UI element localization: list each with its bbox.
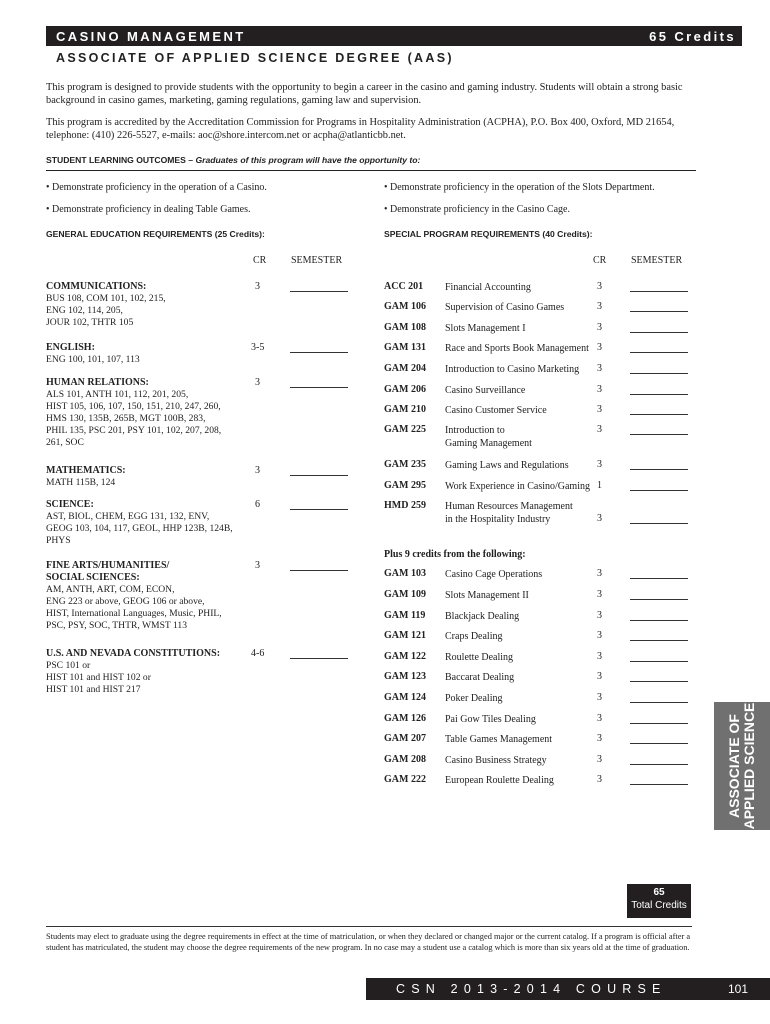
course-credits: 1 bbox=[597, 480, 602, 491]
ge-semester-column-header: SEMESTER bbox=[291, 255, 343, 266]
course-name: Race and Sports Book Management bbox=[445, 343, 589, 354]
course-row bbox=[384, 322, 694, 336]
course-code: GAM 126 bbox=[384, 713, 426, 724]
ge-cr-value: 6 bbox=[255, 499, 260, 510]
outcome-item: • Demonstrate proficiency in dealing Table Games. bbox=[46, 204, 251, 215]
course-code: ACC 201 bbox=[384, 281, 424, 292]
semester-blank bbox=[630, 352, 688, 353]
course-credits: 3 bbox=[597, 774, 602, 785]
course-row bbox=[384, 500, 694, 528]
semester-blank bbox=[630, 490, 688, 491]
ge-cr-value: 3 bbox=[255, 465, 260, 476]
catalog-footer-bar bbox=[366, 978, 770, 1018]
course-name: Pai Gow Tiles Dealing bbox=[445, 714, 536, 725]
program-credits: 65 Credits bbox=[649, 28, 736, 44]
course-name: Craps Dealing bbox=[445, 631, 503, 642]
course-name: Roulette Dealing bbox=[445, 652, 514, 663]
ge-cr-value: 3-5 bbox=[251, 342, 265, 353]
ge-block-english: ENGLISH: ENG 100, 101, 107, 113 3-5 bbox=[46, 342, 356, 366]
ge-block-fine-arts: FINE ARTS/HUMANITIES/ SOCIAL SCIENCES: AM, ANTH, ART, COM, ECON, ENG 223 or above, GEOG 106 or above, HIST, International Languages, Music, PHIL, PSC, PSY, SOC, THTR, WMST 113 3 bbox=[46, 560, 356, 632]
page-number: 101 bbox=[727, 982, 748, 996]
semester-blank bbox=[630, 332, 688, 333]
special-cr-column-header: CR bbox=[593, 255, 607, 266]
ge-cr-value: 3 bbox=[255, 560, 260, 571]
elective-row bbox=[384, 774, 694, 788]
course-credits: 3 bbox=[597, 733, 602, 744]
course-row bbox=[384, 424, 694, 452]
course-credits: 3 bbox=[597, 568, 602, 579]
outcomes-heading bbox=[46, 155, 420, 165]
elective-row bbox=[384, 610, 694, 624]
elective-row bbox=[384, 733, 694, 747]
ge-block-communications: COMMUNICATIONS: BUS 108, COM 101, 102, 215, ENG 102, 114, 205, JOUR 102, THTR 105 3 bbox=[46, 281, 356, 329]
course-row bbox=[384, 281, 694, 295]
semester-blank bbox=[630, 523, 688, 524]
course-code: GAM 225 bbox=[384, 424, 426, 435]
semester-blank bbox=[630, 578, 688, 579]
course-code: GAM 295 bbox=[384, 480, 426, 491]
course-row bbox=[384, 459, 694, 473]
semester-blank bbox=[290, 291, 348, 292]
program-header-bar bbox=[46, 26, 742, 46]
course-credits: 3 bbox=[597, 301, 602, 312]
program-title: CASINO MANAGEMENT bbox=[56, 28, 246, 44]
course-code: GAM 103 bbox=[384, 568, 426, 579]
semester-blank bbox=[290, 658, 348, 659]
intro-paragraph: This program is designed to provide students with the opportunity to begin a career in the casino and gaming industry. Students will obtain a strong basic background in casino games, marketing, gaming regulations, gaming law and supervision. bbox=[46, 82, 683, 106]
footnote-rule bbox=[46, 926, 692, 927]
course-row bbox=[384, 384, 694, 398]
elective-row bbox=[384, 671, 694, 685]
course-credits: 3 bbox=[597, 363, 602, 374]
ge-block-human-relations: HUMAN RELATIONS: ALS 101, ANTH 101, 112, 201, 205, HIST 105, 106, 107, 150, 151, 210, 247, 260, HMS 130, 135B, 265B, MGT 100B, 283, PHIL 135, PSC 201, PSY 101, 102, 207, 208, 261, SOC 3 bbox=[46, 377, 356, 449]
course-credits: 3 bbox=[597, 342, 602, 353]
course-code: GAM 124 bbox=[384, 692, 426, 703]
course-credits: 3 bbox=[597, 459, 602, 470]
course-credits: 3 bbox=[597, 713, 602, 724]
semester-blank bbox=[630, 640, 688, 641]
outcomes-heading-bold: STUDENT LEARNING OUTCOMES – bbox=[46, 155, 196, 165]
semester-blank bbox=[630, 373, 688, 374]
semester-blank bbox=[290, 387, 348, 388]
course-name: Casino Business Strategy bbox=[445, 755, 547, 766]
course-credits: 3 bbox=[597, 281, 602, 292]
course-code: GAM 206 bbox=[384, 384, 426, 395]
course-row bbox=[384, 301, 694, 315]
elective-row bbox=[384, 630, 694, 644]
outcome-item: • Demonstrate proficiency in the operation of the Slots Department. bbox=[384, 182, 655, 193]
outcome-item: • Demonstrate proficiency in the operation of a Casino. bbox=[46, 182, 267, 193]
course-name: Baccarat Dealing bbox=[445, 672, 515, 683]
course-name: Blackjack Dealing bbox=[445, 611, 520, 622]
course-name: Introduction to Casino Marketing bbox=[445, 364, 580, 375]
semester-blank bbox=[290, 475, 348, 476]
course-name: Financial Accounting bbox=[445, 282, 531, 293]
semester-blank bbox=[630, 599, 688, 600]
semester-blank bbox=[630, 311, 688, 312]
ge-cr-value: 3 bbox=[255, 377, 260, 388]
course-credits: 3 bbox=[597, 513, 602, 524]
catalog-footnote: Students may elect to graduate using the degree requirements in effect at the time of matriculation, or when they declared or changed major or the current catalog. If a program is official after a student has matriculated, the student may choose the degree requirements of the new program. In no case may a student use a catalog which is more than six years old at the time of graduation. bbox=[46, 932, 691, 952]
semester-blank bbox=[290, 570, 348, 571]
semester-blank bbox=[290, 352, 348, 353]
elective-row bbox=[384, 589, 694, 603]
course-name: Casino Surveillance bbox=[445, 385, 526, 396]
semester-blank bbox=[630, 291, 688, 292]
course-name: Supervision of Casino Games bbox=[445, 302, 565, 313]
ge-cr-value: 3 bbox=[255, 281, 260, 292]
semester-blank bbox=[630, 394, 688, 395]
ge-block-constitutions: U.S. AND NEVADA CONSTITUTIONS: PSC 101 or HIST 101 and HIST 102 or HIST 101 and HIST 217 4-6 bbox=[46, 648, 356, 696]
special-semester-column-header: SEMESTER bbox=[631, 255, 683, 266]
outcomes-heading-italic: Graduates of this program will have the opportunity to: bbox=[195, 155, 421, 165]
course-row bbox=[384, 404, 694, 418]
semester-blank bbox=[630, 764, 688, 765]
electives-heading: Plus 9 credits from the following: bbox=[384, 549, 526, 560]
elective-row bbox=[384, 713, 694, 727]
course-code: GAM 235 bbox=[384, 459, 426, 470]
semester-blank bbox=[290, 509, 348, 510]
course-credits: 3 bbox=[597, 424, 602, 435]
course-code: HMD 259 bbox=[384, 500, 426, 511]
course-credits: 3 bbox=[597, 322, 602, 333]
course-name: Table Games Management bbox=[445, 734, 553, 745]
course-code: GAM 131 bbox=[384, 342, 426, 353]
semester-blank bbox=[630, 661, 688, 662]
course-credits: 3 bbox=[597, 404, 602, 415]
course-credits: 3 bbox=[597, 589, 602, 600]
semester-blank bbox=[630, 414, 688, 415]
semester-blank bbox=[630, 469, 688, 470]
course-name: Casino Cage Operations bbox=[445, 569, 543, 580]
course-code: GAM 204 bbox=[384, 363, 426, 374]
outcome-item: • Demonstrate proficiency in the Casino Cage. bbox=[384, 204, 570, 215]
ge-cr-value: 4-6 bbox=[251, 648, 265, 659]
course-code: GAM 210 bbox=[384, 404, 426, 415]
course-credits: 3 bbox=[597, 384, 602, 395]
semester-blank bbox=[630, 681, 688, 682]
course-code: GAM 109 bbox=[384, 589, 426, 600]
course-credits: 3 bbox=[597, 692, 602, 703]
general-education-heading: GENERAL EDUCATION REQUIREMENTS (25 Credits): bbox=[46, 229, 265, 239]
course-name: Slots Management II bbox=[445, 590, 529, 601]
course-credits: 3 bbox=[597, 754, 602, 765]
outcomes-rule bbox=[46, 170, 696, 171]
degree-title: ASSOCIATE OF APPLIED SCIENCE DEGREE (AAS) bbox=[56, 51, 454, 65]
total-credits-box bbox=[627, 884, 691, 918]
semester-blank bbox=[630, 434, 688, 435]
semester-blank bbox=[630, 702, 688, 703]
elective-row bbox=[384, 651, 694, 665]
course-name: European Roulette Dealing bbox=[445, 775, 554, 786]
semester-blank bbox=[630, 784, 688, 785]
course-name: Introduction to Gaming Management bbox=[445, 425, 532, 449]
semester-blank bbox=[630, 743, 688, 744]
course-code: GAM 207 bbox=[384, 733, 426, 744]
course-code: GAM 208 bbox=[384, 754, 426, 765]
course-credits: 3 bbox=[597, 651, 602, 662]
side-tab-label: ASSOCIATE OF APPLIED SCIENCE bbox=[726, 702, 757, 830]
special-requirements-heading: SPECIAL PROGRAM REQUIREMENTS (40 Credits): bbox=[384, 229, 593, 239]
ge-cr-column-header: CR bbox=[253, 255, 267, 266]
course-code: GAM 119 bbox=[384, 610, 426, 621]
course-credits: 3 bbox=[597, 671, 602, 682]
course-code: GAM 108 bbox=[384, 322, 426, 333]
course-row bbox=[384, 480, 694, 494]
course-code: GAM 123 bbox=[384, 671, 426, 682]
semester-blank bbox=[630, 723, 688, 724]
course-credits: 3 bbox=[597, 610, 602, 621]
ge-block-mathematics: MATHEMATICS: MATH 115B, 124 3 bbox=[46, 465, 356, 489]
total-credits-label: Total Credits bbox=[631, 900, 687, 911]
elective-row bbox=[384, 692, 694, 706]
accreditation-paragraph: This program is accredited by the Accreditation Commission for Programs in Hospitality Administration (ACPHA), P.O. Box 400, Oxford, MD 21654, telephone: (410) 226-5527, e-mails: aoc@shore.intercom.net or acpha@atlanticbb.net. bbox=[46, 117, 675, 141]
catalog-title: CSN 2013-2014 COURSE CATALOG bbox=[396, 982, 667, 1018]
course-name: Casino Customer Service bbox=[445, 405, 547, 416]
course-name: Slots Management I bbox=[445, 323, 526, 334]
course-credits: 3 bbox=[597, 630, 602, 641]
course-code: GAM 121 bbox=[384, 630, 426, 641]
course-code: GAM 106 bbox=[384, 301, 426, 312]
course-name: Poker Dealing bbox=[445, 693, 503, 704]
course-code: GAM 222 bbox=[384, 774, 426, 785]
total-credits-number: 65 bbox=[653, 887, 665, 898]
course-name: Human Resources Management in the Hospitality Industry bbox=[445, 501, 573, 525]
course-name: Gaming Laws and Regulations bbox=[445, 460, 569, 471]
course-name: Work Experience in Casino/Gaming bbox=[445, 481, 590, 492]
ge-block-science: SCIENCE: AST, BIOL, CHEM, EGG 131, 132, ENV, GEOG 103, 104, 117, GEOL, HHP 123B, 124B, PHYS 6 bbox=[46, 499, 356, 547]
semester-blank bbox=[630, 620, 688, 621]
elective-row bbox=[384, 754, 694, 768]
elective-row bbox=[384, 568, 694, 582]
course-code: GAM 122 bbox=[384, 651, 426, 662]
course-row bbox=[384, 342, 694, 356]
course-row bbox=[384, 363, 694, 377]
